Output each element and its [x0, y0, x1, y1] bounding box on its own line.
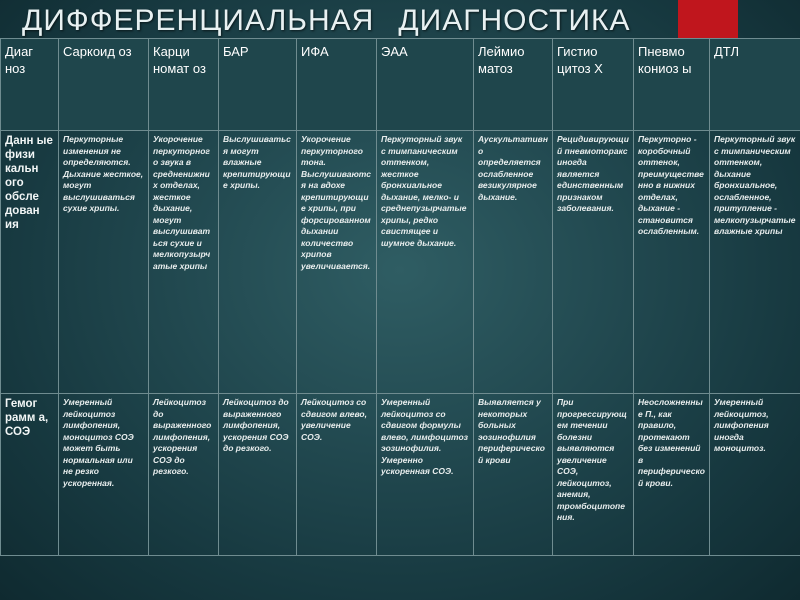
header-ifa: ИФА	[297, 39, 377, 131]
table-cell: Перкуторно - коробочный оттенок, преимущественно в нижних отделах, дыхание - становится ослабленным.	[634, 131, 710, 394]
table-cell: Перкуторные изменения не определяются. Дыхание жесткое, могут выслушиваться сухие хрипы.	[59, 131, 149, 394]
header-pneumoconiosis: Пневмо кониоз ы	[634, 39, 710, 131]
table-cell: Рецидивирующий пневмоторакс иногда является единственным признаком заболевания.	[553, 131, 634, 394]
row-label-physical-exam: Данн ые физи кальн ого обсле дован ия	[1, 131, 59, 394]
title-part-1: ДИФФЕРЕНЦИАЛЬНАЯ	[22, 4, 375, 37]
header-carcinomatosis: Карци номат оз	[149, 39, 219, 131]
header-sarcoidosis: Саркоид оз	[59, 39, 149, 131]
header-row	[1, 39, 800, 131]
table-cell: Перкуторный звук с тимпаническим оттенком, дыхание бронхиальное, ослабленное, притупление - мелкопузырчатые влажные хрипы	[710, 131, 800, 394]
header-leiomyomatosis: Леймио матоз	[474, 39, 553, 131]
row-label-hemogram: Гемог рамм а, СОЭ	[1, 394, 59, 556]
title-part-2: ДИАГНОСТИКА	[398, 4, 631, 37]
table-cell: Выслушиваться могут влажные крепитирующие хрипы.	[219, 131, 297, 394]
header-dtl: ДТЛ	[710, 39, 800, 131]
slide-title	[22, 4, 631, 38]
table-row	[1, 394, 800, 556]
differential-diagnosis-table	[0, 38, 800, 556]
table-cell: Умеренный лейкоцитоз со сдвигом формулы влево, лимфоцитоз эозинофилия. Умеренно ускоренная СОЭ.	[377, 394, 474, 556]
table-cell: Перкуторный звук с тимпаническим оттенком, жесткое бронхиальное дыхание, мелко- и среднепузырчатые хрипы, редко свистящее и шумное дыхание.	[377, 131, 474, 394]
header-histiocytosis: Гистио цитоз Х	[553, 39, 634, 131]
header-diagnosis: Диаг ноз	[1, 39, 59, 131]
table-cell: При прогрессирующем течении болезни выявляются увеличение СОЭ, лейкоцитоз, анемия, тромбоцитопения.	[553, 394, 634, 556]
header-eaa: ЭАА	[377, 39, 474, 131]
table-cell: Укорочение перкуторного звука в средненижних отделах, жесткое дыхание, могут выслушиваться сухие и мелкопузырчатые хрипы	[149, 131, 219, 394]
table-cell: Лейкоцитоз до выраженного лимфопения, ускорения СОЭ до резкого.	[149, 394, 219, 556]
table-row	[1, 131, 800, 394]
table-cell: Выявляется у некоторых больных эозинофилия периферической крови	[474, 394, 553, 556]
table-cell: Неосложненные П., как правило, протекают без изменений в периферической крови.	[634, 394, 710, 556]
table-cell: Аускультативно определяется ослабленное везикулярное дыхание.	[474, 131, 553, 394]
table-cell: Лейкоцитоз со сдвигом влево, увеличение СОЭ.	[297, 394, 377, 556]
table-cell: Умеренный лейкоцитоз лимфопения, моноцитоз СОЭ может быть нормальная или не резко ускоренная.	[59, 394, 149, 556]
header-bar: БАР	[219, 39, 297, 131]
table-cell: Умеренный лейкоцитоз, лимфопения иногда моноцитоз.	[710, 394, 800, 556]
table-cell: Лейкоцитоз до выраженного лимфопения, ускорения СОЭ до резкого.	[219, 394, 297, 556]
table-cell: Укорочение перкуторного тона. Выслушиваются на вдохе крепитирующие хрипы, при форсированном дыхании количество хрипов увеличивается.	[297, 131, 377, 394]
